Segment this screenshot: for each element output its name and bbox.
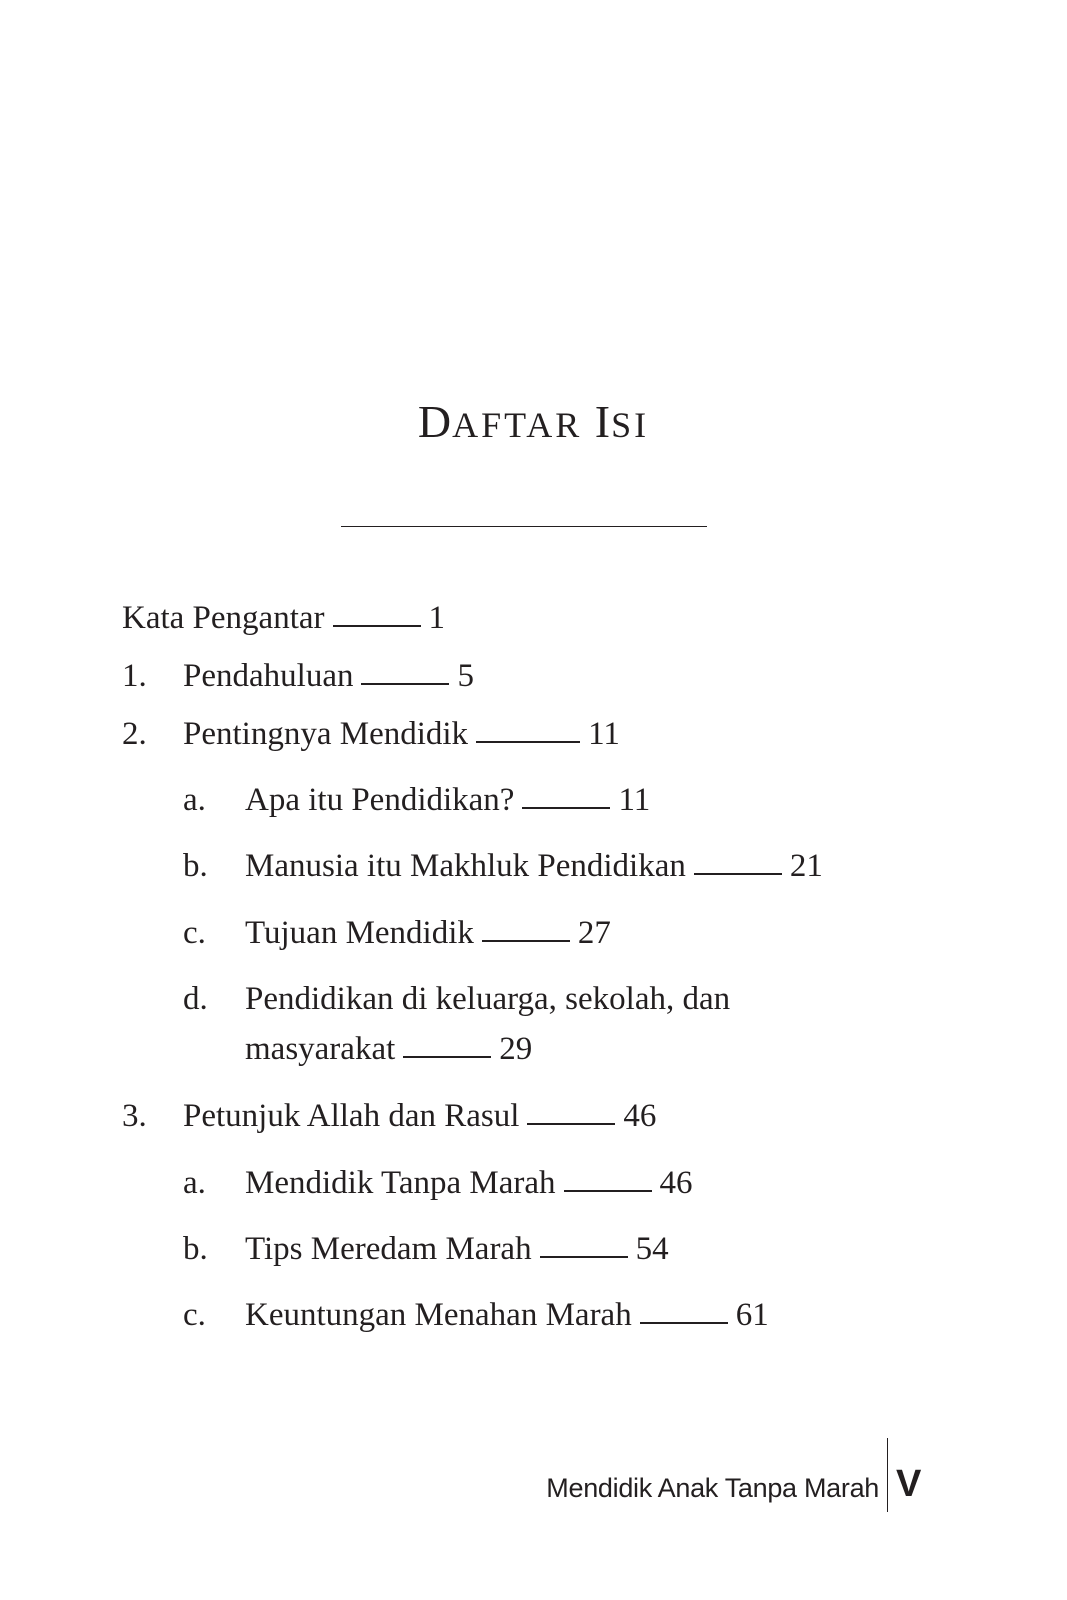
toc-entry-label: Keuntungan Menahan Marah [245,1297,632,1333]
toc-entry-label: Tujuan Mendidik [245,915,474,951]
title-rest-2: SI [611,405,650,445]
toc-leader [476,741,580,743]
toc-leader [361,683,449,685]
toc-entry-number: 3. [122,1098,147,1134]
toc-leader [403,1056,491,1058]
toc-entry-label: Pendahuluan [183,658,354,694]
toc-leader [527,1123,615,1125]
toc-leader [540,1256,628,1258]
toc-entry-page: 1 [428,600,445,636]
toc-entry-page: 5 [457,658,474,694]
running-footer-title: Mendidik Anak Tanpa Marah [546,1473,879,1503]
toc-entry-number: b. [183,848,208,884]
toc-entry-page: 11 [588,716,620,752]
footer-divider [887,1438,888,1512]
toc-entry-number: c. [183,915,206,951]
title-rest-1: AFTAR [452,405,583,445]
toc-entry-page: 46 [659,1165,693,1201]
toc-entry-label: Tips Meredam Marah [245,1231,532,1267]
title-initial-1: D [417,396,453,447]
page-number: V [896,1463,922,1505]
toc-entry-number: 2. [122,716,147,752]
toc-leader [522,807,610,809]
toc-entry[interactable] [122,593,445,643]
toc-leader [333,625,421,627]
toc-entry-number: a. [183,1165,206,1201]
toc-entry-number: a. [183,782,206,818]
toc-entry-label-continued: masyarakat [245,1031,396,1067]
toc-entry-label: Kata Pengantar [122,600,325,636]
toc-entry-number: 1. [122,658,147,694]
toc-entry-page: 29 [499,1031,533,1067]
toc-entry-number: b. [183,1231,208,1267]
toc-entry-number: d. [183,981,208,1017]
toc-entry-page: 54 [635,1231,669,1267]
toc-entry-page: 27 [577,915,611,951]
toc-entry-page: 46 [623,1098,657,1134]
toc-entry-label: Manusia itu Makhluk Pendidikan [245,848,686,884]
page-footer [0,1462,1067,1510]
toc-entry-page: 61 [735,1297,769,1333]
toc-leader [482,940,570,942]
toc-entry-label: Apa itu Pendidikan? [245,782,515,818]
toc-entry-label: Pendidikan di keluarga, sekolah, dan [245,981,731,1017]
toc-entry-page: 21 [789,848,823,884]
toc-leader [640,1322,728,1324]
toc-entry-page: 11 [618,782,651,818]
toc-entry-number: c. [183,1297,206,1333]
toc-entry-label: Petunjuk Allah dan Rasul [183,1098,520,1134]
toc-leader [564,1190,652,1192]
toc-leader [694,873,782,875]
toc-entry-label: Pentingnya Mendidik [183,716,469,752]
title-initial-2: I [594,396,612,447]
toc-entry-label: Mendidik Tanpa Marah [245,1165,556,1201]
